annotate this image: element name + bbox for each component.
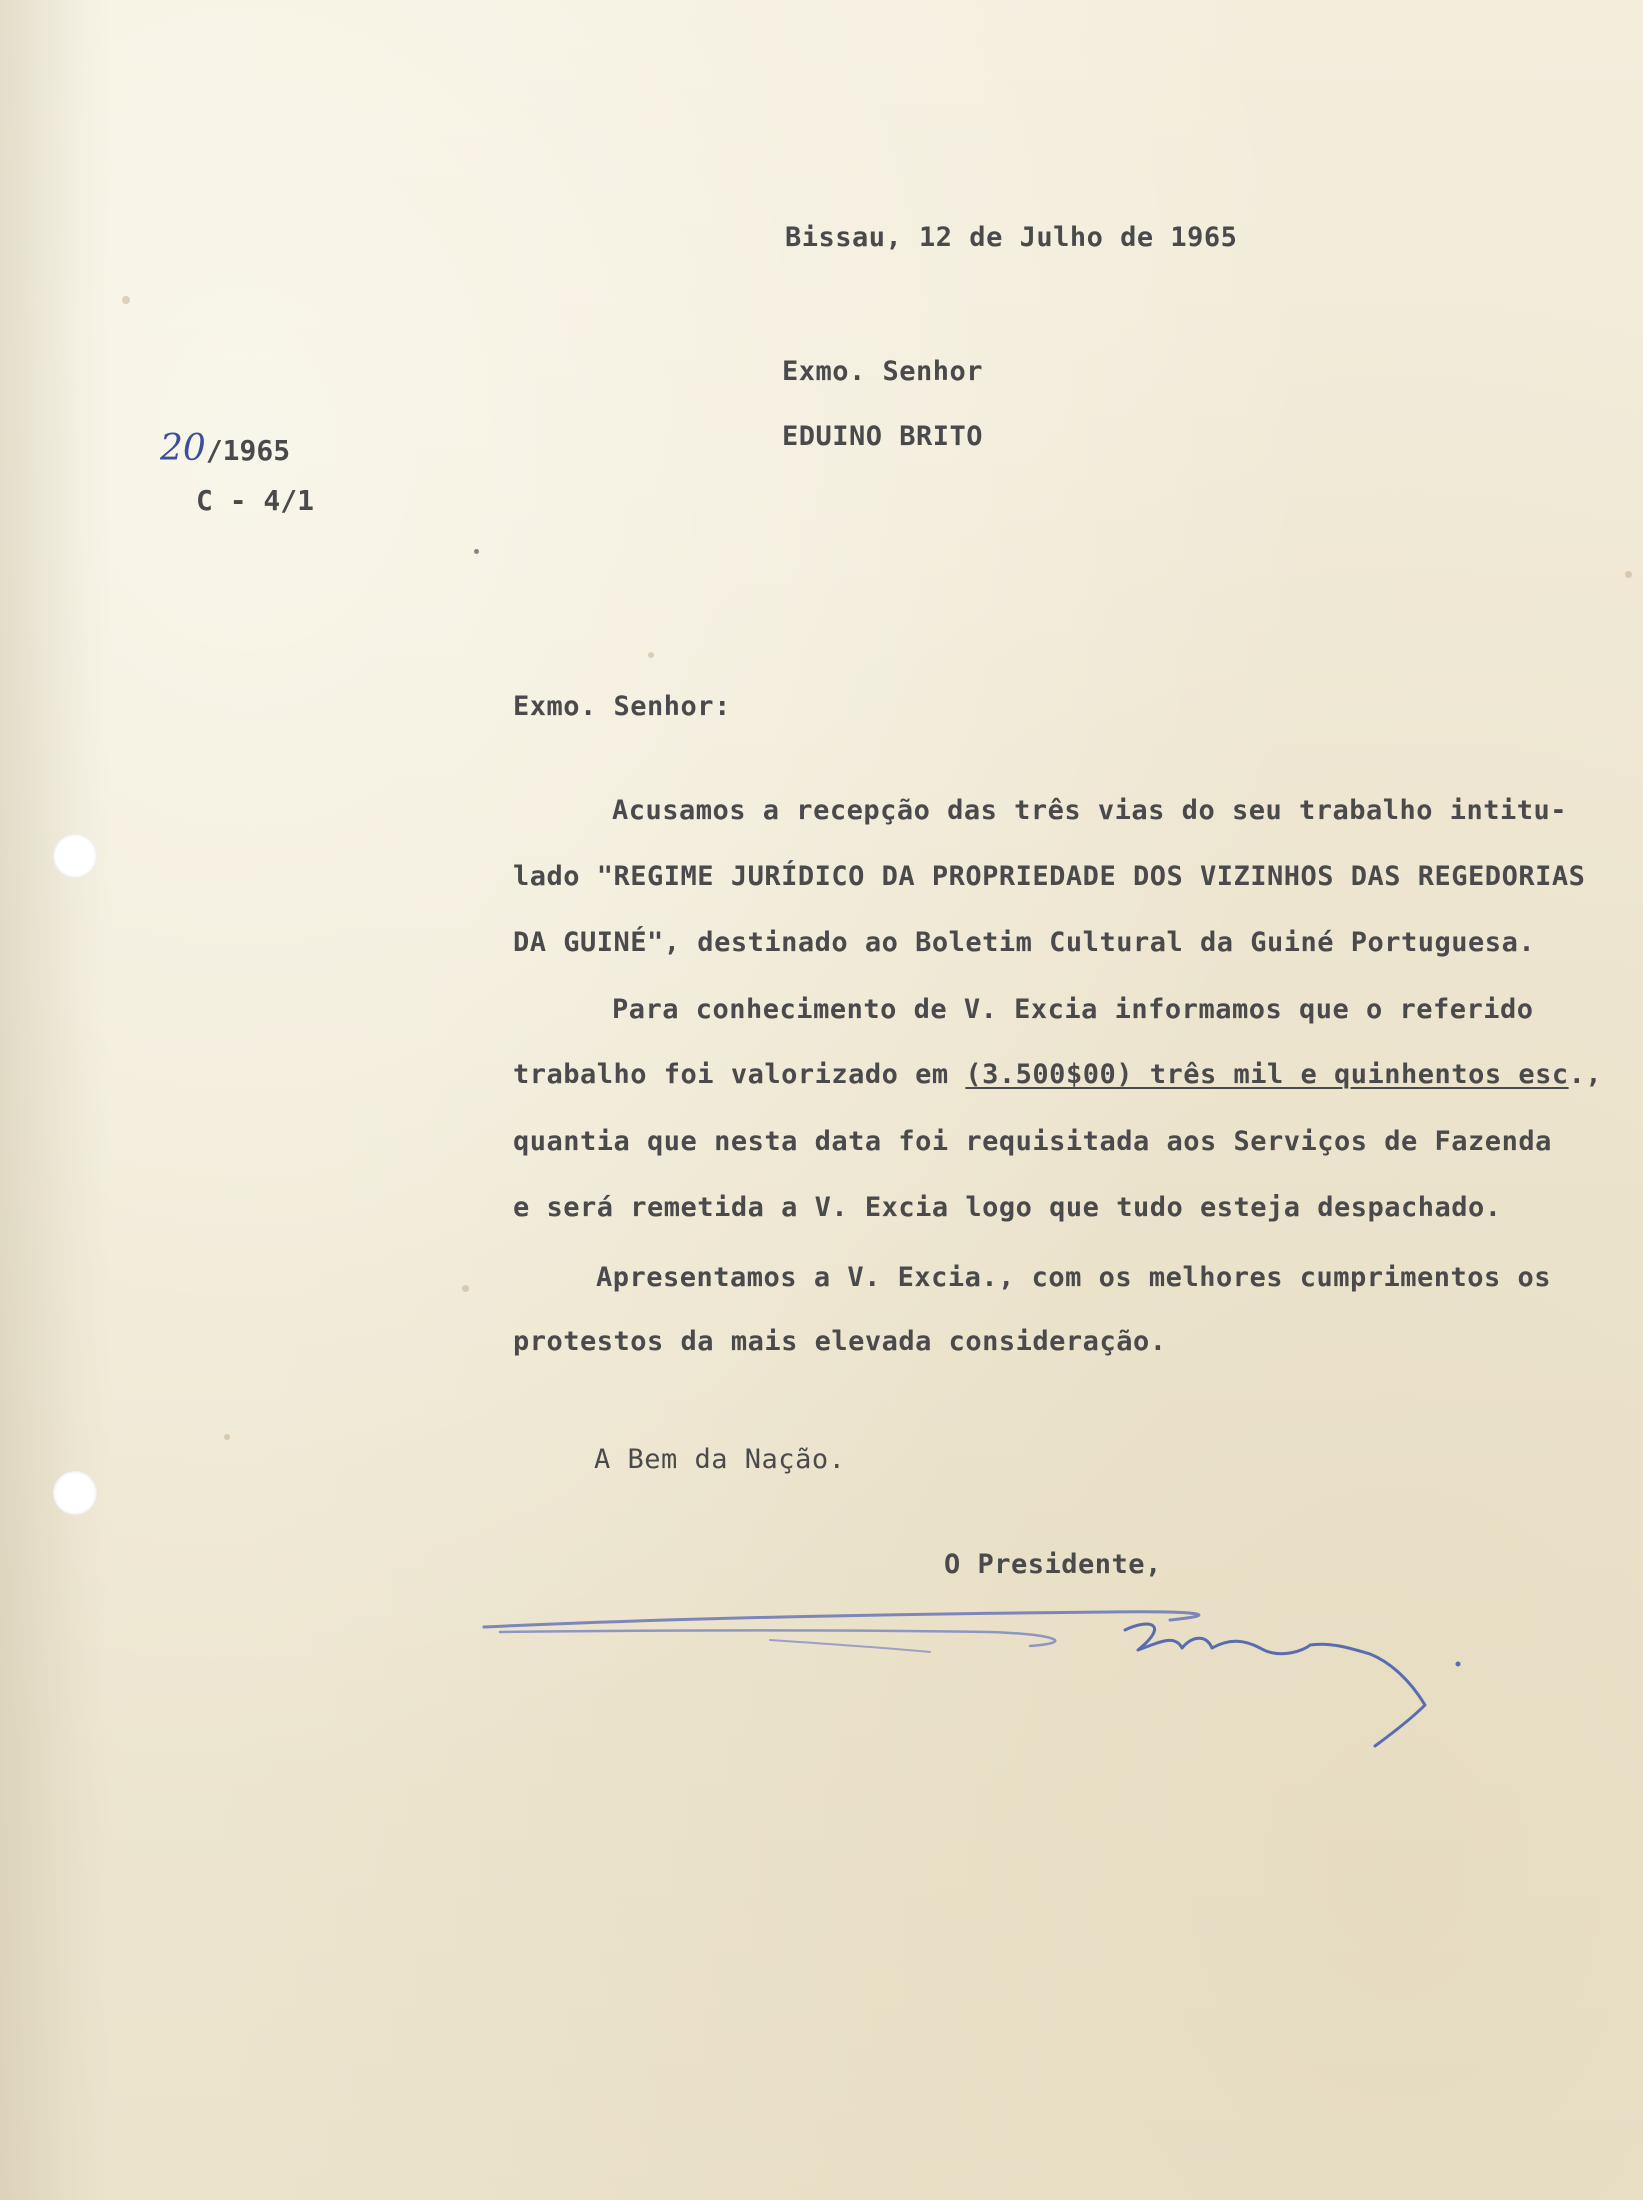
place-date: Bissau, 12 de Julho de 1965	[785, 222, 1238, 253]
paper-speck	[462, 1285, 469, 1292]
paragraph2-line2	[513, 1059, 1602, 1090]
paragraph2-line2-prefix: trabalho foi valorizado em	[513, 1059, 966, 1090]
paper-speck	[648, 652, 654, 658]
signer-title: O Presidente,	[944, 1549, 1162, 1580]
addressee-salutation: Exmo. Senhor	[782, 356, 984, 387]
ink-dot	[474, 549, 479, 554]
paragraph2-line2-suffix: .,	[1568, 1059, 1603, 1090]
paragraph2-line3: quantia que nesta data foi requisitada aos Serviços de Fazenda	[513, 1126, 1552, 1157]
reference-code: C - 4/1	[196, 484, 315, 517]
paragraph2-line1: Para conhecimento de V. Excia informamos que o referido	[612, 994, 1534, 1025]
punch-hole-bottom	[53, 1471, 97, 1515]
paragraph3-line1: Apresentamos a V. Excia., com os melhores cumprimentos os	[596, 1262, 1552, 1293]
paper-speck	[122, 296, 130, 304]
handwritten-signature	[470, 1590, 1490, 1770]
paragraph3-line2: protestos da mais elevada consideração.	[513, 1326, 1167, 1357]
closing-formula: A Bem da Nação.	[594, 1444, 846, 1475]
paper-speck	[1625, 571, 1632, 578]
paper-edge-shadow	[0, 0, 110, 2200]
payment-amount: (3.500$00) três mil e quinhentos esc	[965, 1059, 1569, 1090]
paragraph1-line2: lado "REGIME JURÍDICO DA PROPRIEDADE DOS VIZINHOS DAS REGEDORIAS	[513, 861, 1586, 892]
reference-number	[160, 428, 290, 469]
paragraph1-line1: Acusamos a recepção das três vias do seu trabalho intitu-	[612, 795, 1568, 826]
paragraph2-line4: e será remetida a V. Excia logo que tudo esteja despachado.	[513, 1192, 1502, 1223]
handwritten-reference-number: 20	[160, 428, 206, 469]
paragraph1-line3: DA GUINÉ", destinado ao Boletim Cultural da Guiné Portuguesa.	[513, 927, 1536, 958]
greeting: Exmo. Senhor:	[513, 691, 731, 722]
reference-number-suffix: /1965	[205, 434, 291, 467]
addressee-name: EDUINO BRITO	[782, 421, 984, 452]
punch-hole-top	[53, 834, 97, 878]
paper-speck	[224, 1434, 230, 1440]
